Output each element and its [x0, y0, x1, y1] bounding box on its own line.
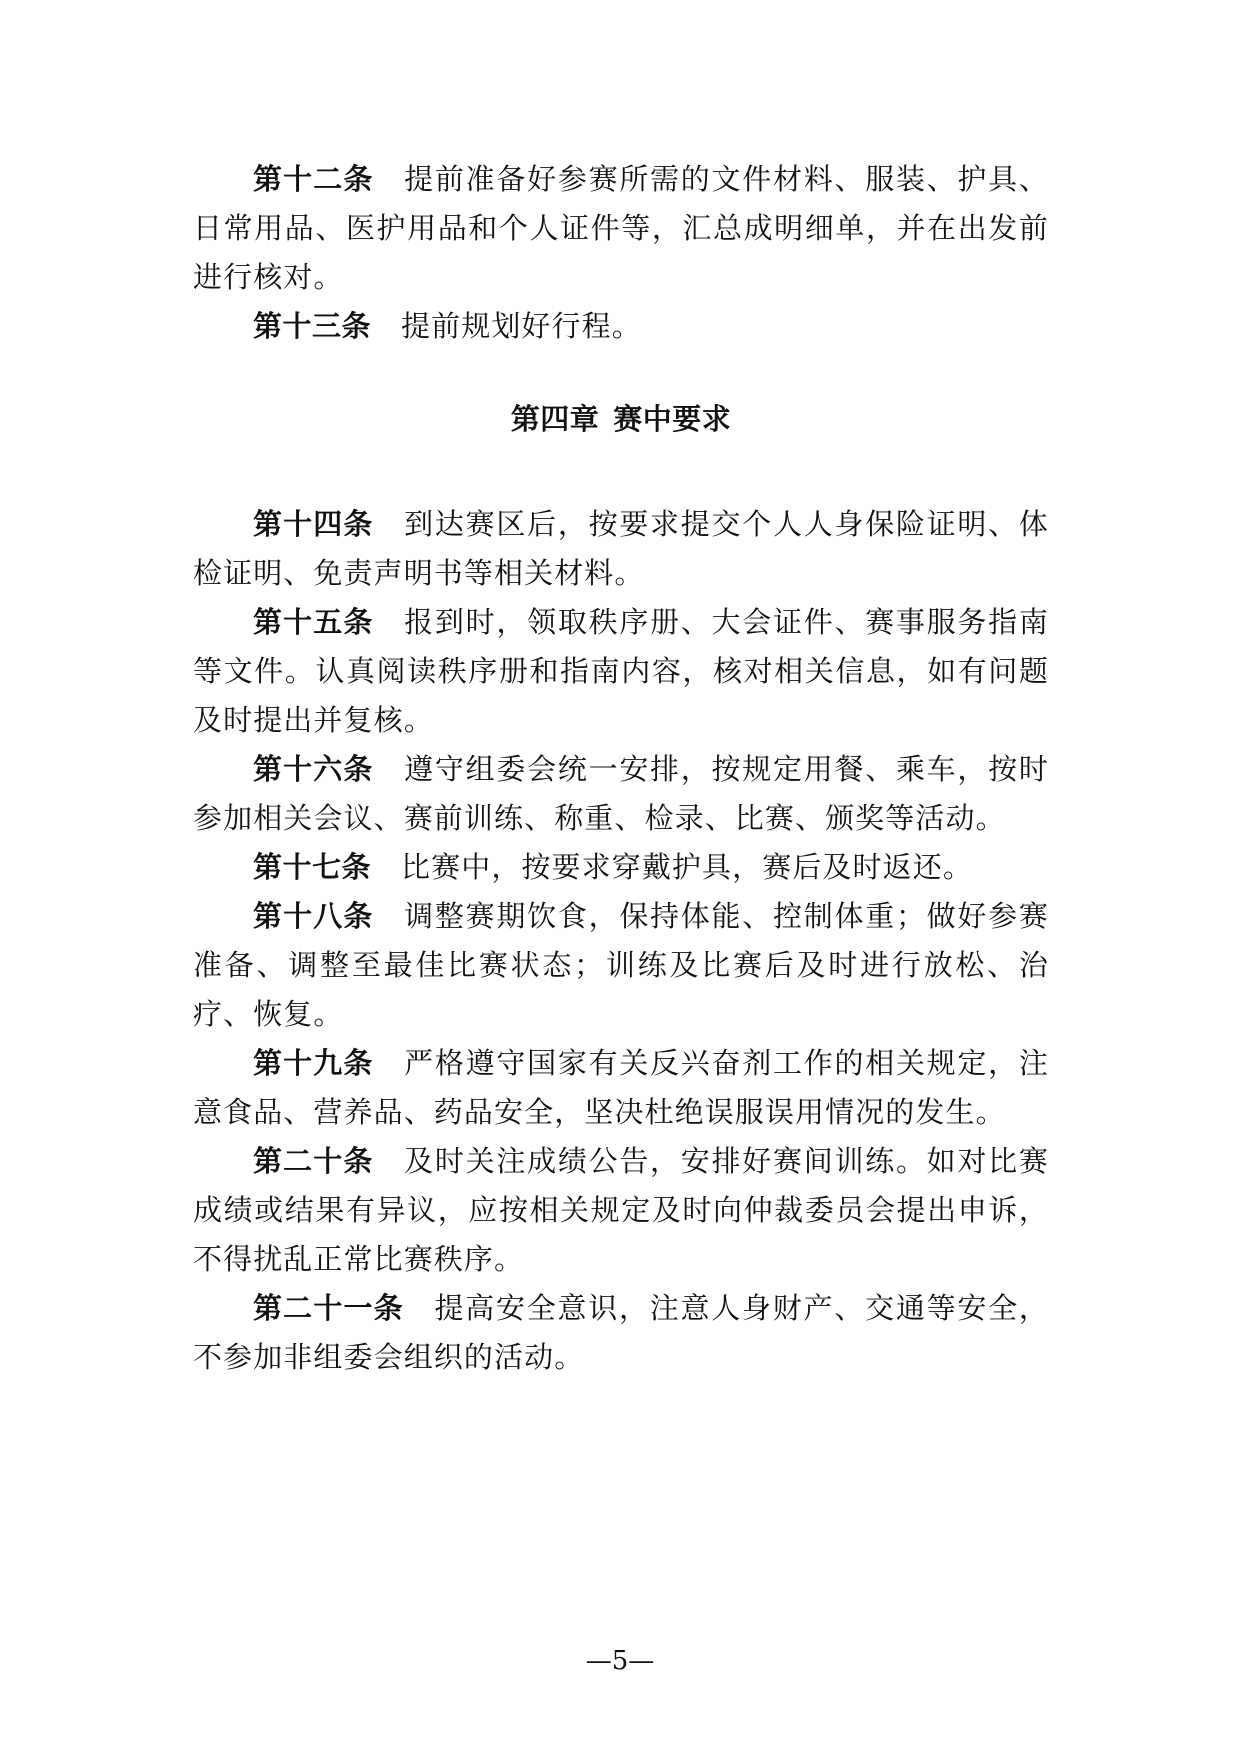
article-16	[193, 745, 1049, 843]
article-15	[193, 598, 1049, 745]
article-label: 第十二条	[253, 162, 374, 196]
article-21	[193, 1284, 1049, 1382]
document-body	[193, 155, 1049, 1382]
chapter-number: 第四章	[510, 402, 600, 436]
article-text: 调整赛期饮食，保持体能、控制体重；做好参赛准备、调整至最佳比赛状态；训练及比赛后及时进行放松、治疗、恢复。	[193, 899, 1049, 1031]
article-text: 报到时，领取秩序册、大会证件、赛事服务指南等文件。认真阅读秩序册和指南内容，核对相关信息，如有问题及时提出并复核。	[193, 605, 1049, 737]
article-label: 第十八条	[253, 899, 374, 933]
article-17	[193, 843, 1049, 892]
article-label: 第二十条	[253, 1144, 374, 1178]
article-19	[193, 1039, 1049, 1137]
article-18	[193, 892, 1049, 1039]
article-text: 到达赛区后，按要求提交个人人身保险证明、体检证明、免责声明书等相关材料。	[193, 507, 1049, 590]
article-label: 第十五条	[253, 605, 374, 639]
page-number: —5—	[585, 1646, 655, 1676]
article-text: 提前准备好参赛所需的文件材料、服装、护具、日常用品、医护用品和个人证件等，汇总成明细单，并在出发前进行核对。	[193, 162, 1049, 294]
article-label: 第十七条	[253, 850, 372, 884]
article-text: 比赛中，按要求穿戴护具，赛后及时返还。	[401, 850, 973, 884]
article-text: 严格遵守国家有关反兴奋剂工作的相关规定，注意食品、营养品、药品安全，坚决杜绝误服误用情况的发生。	[193, 1046, 1049, 1129]
article-label: 第十三条	[253, 309, 372, 343]
article-text: 及时关注成绩公告，安排好赛间训练。如对比赛成绩或结果有异议，应按相关规定及时向仲裁委员会提出申诉，不得扰乱正常比赛秩序。	[193, 1144, 1049, 1276]
article-text: 提高安全意识，注意人身财产、交通等安全，不参加非组委会组织的活动。	[193, 1291, 1049, 1374]
article-12	[193, 155, 1049, 302]
chapter-title: 赛中要求	[613, 402, 732, 436]
article-label: 第十六条	[253, 752, 374, 786]
article-text: 提前规划好行程。	[401, 309, 642, 343]
article-label: 第二十一条	[253, 1291, 404, 1325]
article-label: 第十九条	[253, 1046, 374, 1080]
article-13	[193, 302, 1049, 351]
chapter-heading	[193, 395, 1049, 444]
article-label: 第十四条	[253, 507, 374, 541]
article-14	[193, 500, 1049, 598]
article-20	[193, 1137, 1049, 1284]
article-text: 遵守组委会统一安排，按规定用餐、乘车，按时参加相关会议、赛前训练、称重、检录、比赛、颁奖等活动。	[193, 752, 1049, 835]
